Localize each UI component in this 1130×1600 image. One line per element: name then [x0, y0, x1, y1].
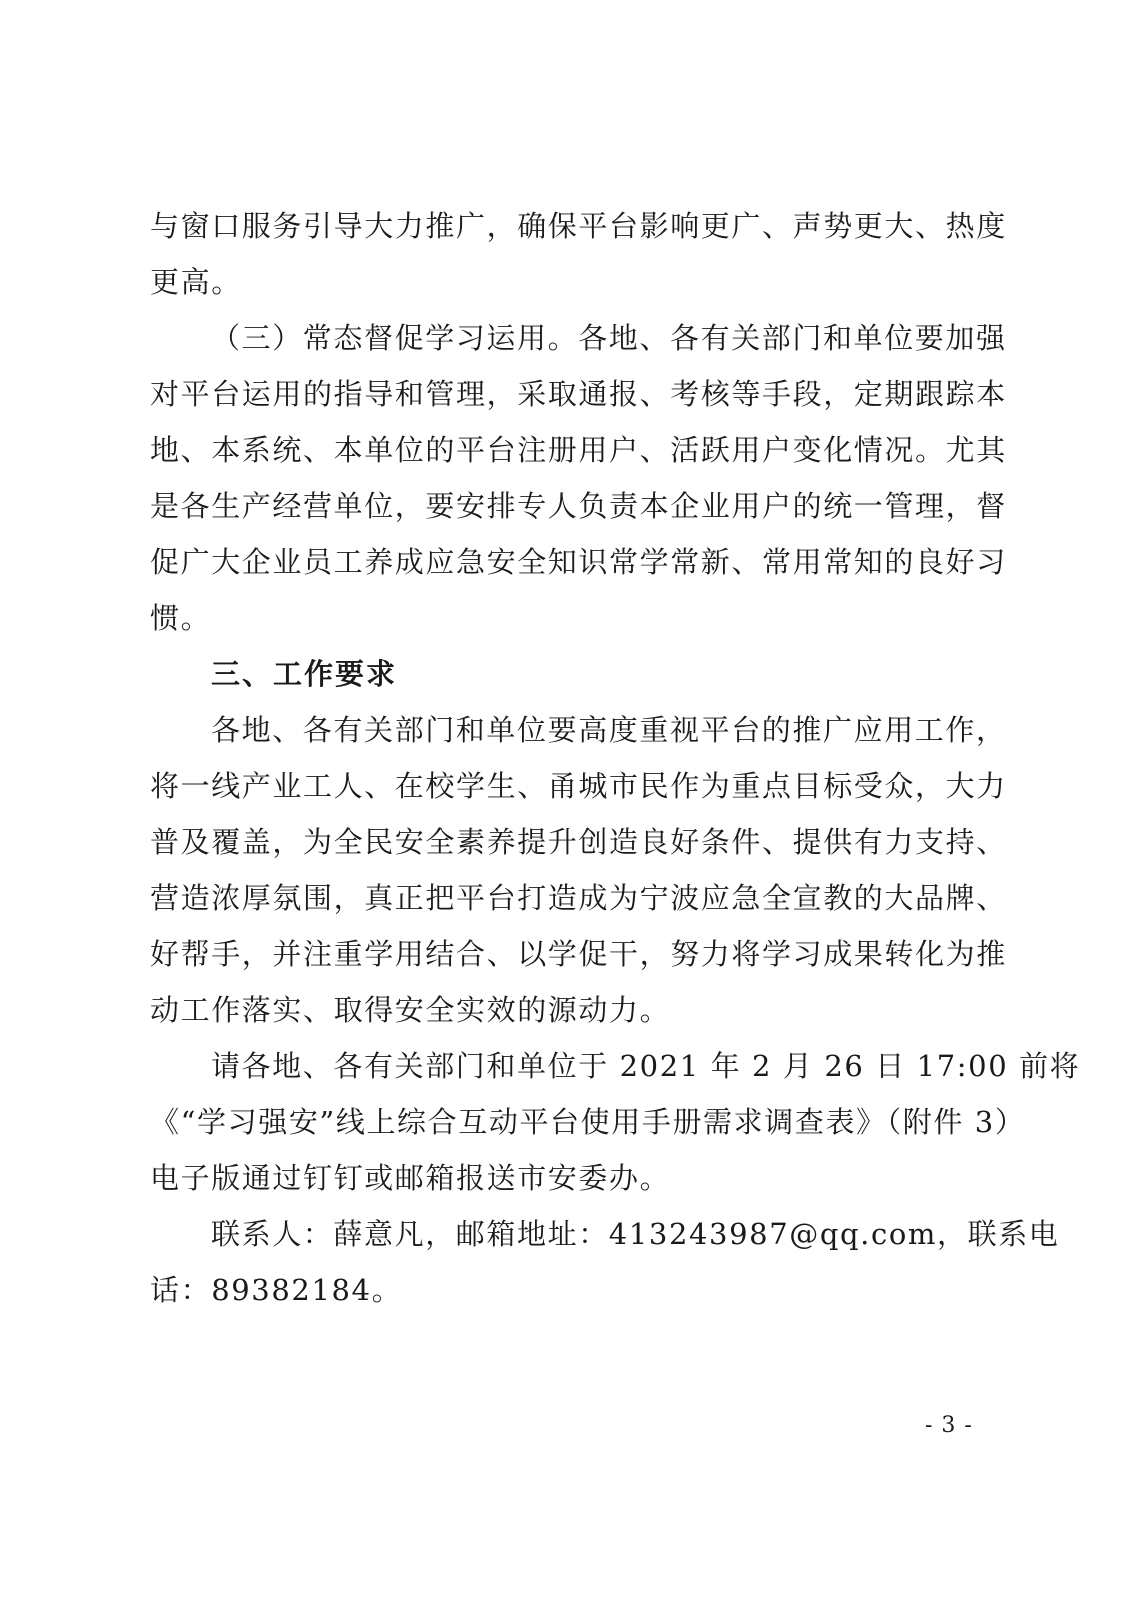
paragraph-line: 普及覆盖，为全民安全素养提升创造良好条件、提供有力支持、 — [150, 825, 1007, 859]
paragraph-line: （三）常态督促学习运用。各地、各有关部门和单位要加强 — [211, 321, 1007, 355]
paragraph-line: 联系人：薛意凡，邮箱地址：413243987@qq.com，联系电 — [211, 1217, 1060, 1251]
page-number: - 3 - — [925, 1413, 973, 1438]
paragraph-line: 电子版通过钉钉或邮箱报送市安委办。 — [150, 1161, 671, 1195]
section-heading: 三、工作要求 — [211, 657, 398, 691]
paragraph-line: 对平台运用的指导和管理，采取通报、考核等手段，定期跟踪本 — [150, 377, 1007, 411]
paragraph-line: 各地、各有关部门和单位要高度重视平台的推广应用工作， — [211, 713, 1007, 747]
paragraph-line: 是各生产经营单位，要安排专人负责本企业用户的统一管理，督 — [150, 489, 1007, 523]
paragraph-line: 请各地、各有关部门和单位于 2021 年 2 月 26 日 17:00 前将 — [211, 1049, 1081, 1083]
paragraph-line: 促广大企业员工养成应急安全知识常学常新、常用常知的良好习 — [150, 545, 1007, 579]
paragraph-line: 地、本系统、本单位的平台注册用户、活跃用户变化情况。尤其 — [150, 433, 1007, 467]
paragraph-line: 更高。 — [150, 265, 242, 299]
paragraph-line: 营造浓厚氛围，真正把平台打造成为宁波应急全宣教的大品牌、 — [150, 881, 1007, 915]
paragraph-line: 将一线产业工人、在校学生、甬城市民作为重点目标受众，大力 — [150, 769, 1007, 803]
paragraph-line: 好帮手，并注重学用结合、以学促干，努力将学习成果转化为推 — [150, 937, 1007, 971]
paragraph-line: 话：89382184。 — [150, 1273, 403, 1307]
paragraph-line: 《“学习强安”线上综合互动平台使用手册需求调查表》（附件 3） — [150, 1105, 1026, 1139]
paragraph-line: 惯。 — [150, 601, 212, 635]
paragraph-line: 与窗口服务引导大力推广，确保平台影响更广、声势更大、热度 — [150, 209, 1007, 243]
paragraph-line: 动工作落实、取得安全实效的源动力。 — [150, 993, 671, 1027]
